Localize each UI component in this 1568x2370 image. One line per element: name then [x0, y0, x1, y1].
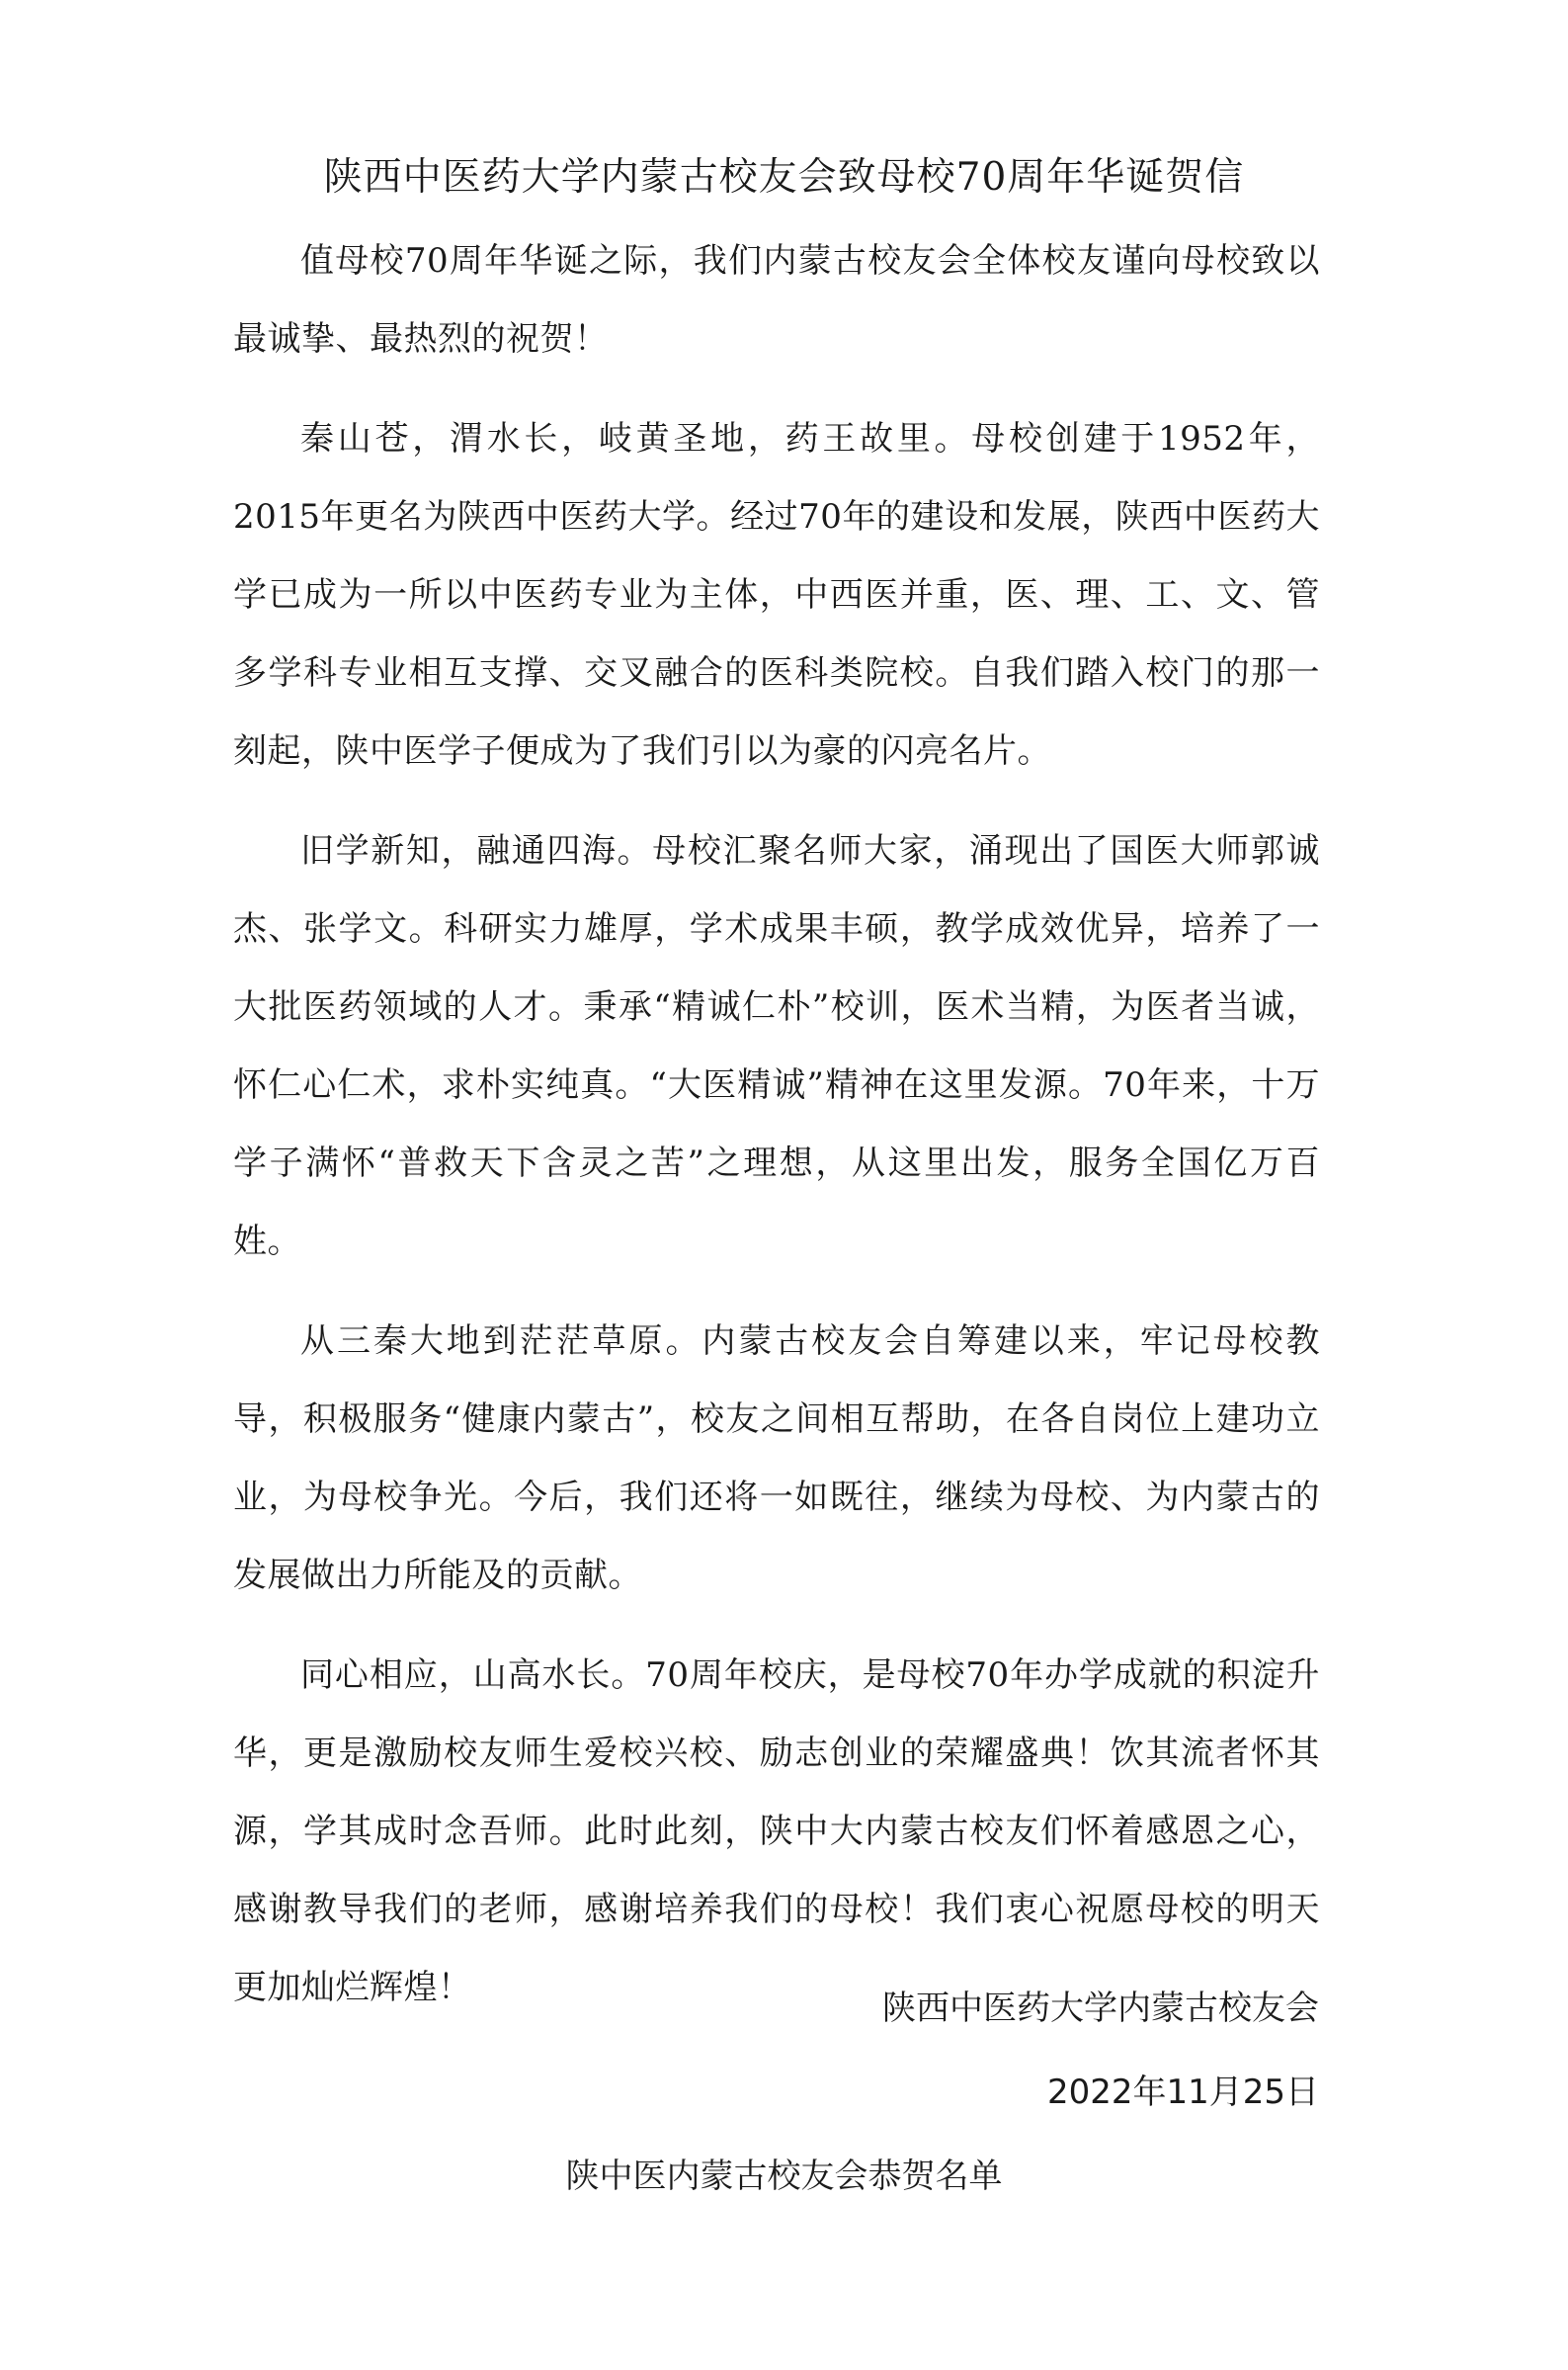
letter-title: 陕西中医药大学内蒙古校友会致母校70周年华诞贺信	[323, 155, 1245, 200]
signature-date: 2022年11月25日	[1046, 2073, 1319, 2112]
paragraph-closing: 同心相应，山高水长。70周年校庆，是母校70年办学成就的积淀升华，更是激励校友师生爱校兴校、励志创业的荣耀盛典！饮其流者怀其源，学其成时念吾师。此时此刻，陕中大内蒙古校友们怀着感恩之心，感谢教导我们的老师，感谢培养我们的母校！我们衷心祝愿母校的明天更加灿烂辉煌！	[233, 1655, 1320, 2007]
paragraph-alumni: 从三秦大地到茫茫草原。内蒙古校友会自筹建以来，牢记母校教导，积极服务“健康内蒙古”，校友之间相互帮助，在各自岗位上建功立业，为母校争光。今后，我们还将一如既往，继续为母校、为内蒙古的发展做出力所能及的贡献。	[233, 1321, 1320, 1595]
paragraph-achievements: 旧学新知，融通四海。母校汇聚名师大家，涌现出了国医大师郭诚杰、张学文。科研实力雄厚，学术成果丰硕，教学成效优异，培养了一大批医药领域的人才。秉承“精诚仁朴”校训，医术当精，为医者当诚，怀仁心仁术，求朴实纯真。“大医精诚”精神在这里发源。70年来，十万学子满怀“普救天下含灵之苦”之理想，从这里出发，服务全国亿万百姓。	[233, 831, 1320, 1261]
paragraph-greeting: 值母校70周年华诞之际，我们内蒙古校友会全体校友谨向母校致以最诚挚、最热烈的祝贺！	[233, 241, 1320, 359]
signature-organization: 陕西中医药大学内蒙古校友会	[882, 1989, 1319, 2028]
paragraph-history: 秦山苍，渭水长，岐黄圣地，药王故里。母校创建于1952年，2015年更名为陕西中医药大学。经过70年的建设和发展，陕西中医药大学已成为一所以中医药专业为主体，中西医并重，医、理、工、文、管多学科专业相互支撑、交叉融合的医科类院校。自我们踏入校门的那一刻起，陕中医学子便成为了我们引以为豪的闪亮名片。	[233, 419, 1320, 771]
letter-body	[233, 222, 1320, 2049]
congratulation-list-heading: 陕中医内蒙古校友会恭贺名单	[565, 2157, 1003, 2196]
